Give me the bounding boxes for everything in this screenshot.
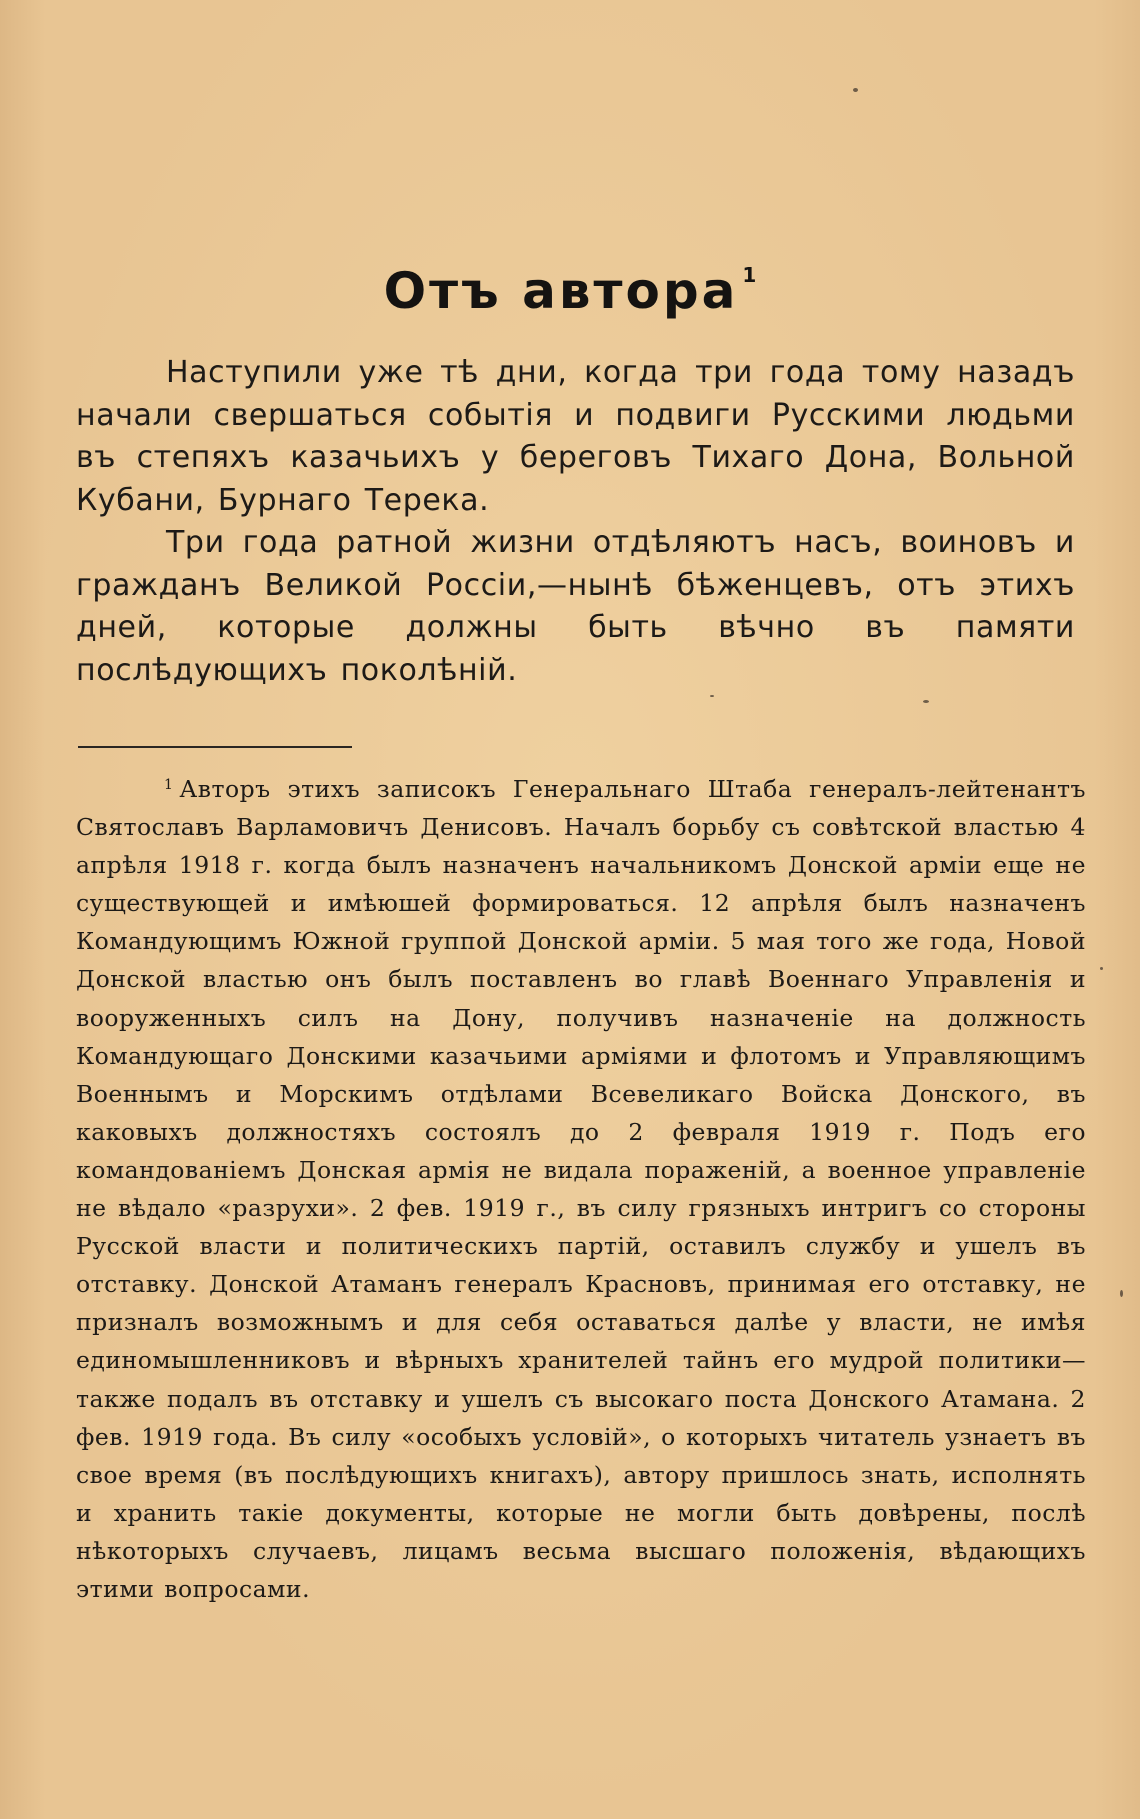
main-text bbox=[76, 352, 1075, 692]
paper-speck bbox=[853, 88, 858, 92]
footnote-marker: 1 bbox=[164, 777, 174, 793]
footnote-text: Авторъ этихъ записокъ Генеральнаго Штаба генералъ-лейтенантъ Святославъ Варламовичъ Денисовъ. Началъ борьбу съ совѣтской властью 4 апрѣля 1918 г. когда былъ назначенъ начальникомъ Донской арміи еще не существующей и имѣюшей формироваться. 12 апрѣля былъ назначенъ Командующимъ Южной группой Донской арміи. 5 мая того же года, Новой Донской властью онъ былъ поставленъ во главѣ Военнаго Управленія и вооруженныхъ силъ на Дону, получивъ назначеніе на должность Командующаго Донскими казачьими арміями и флотомъ и Управляющимъ Военнымъ и Морскимъ отдѣлами Всевеликаго Войска Донского, въ каковыхъ должностяхъ состоялъ до 2 февраля 1919 г. Подъ его командованіемъ Донская армія не видала пораженій, а военное управленіе не вѣдало «разрухи». 2 фев. 1919 г., въ силу грязныхъ интригъ со стороны Русской власти и политическихъ партій, оставилъ службу и ушелъ въ отставку. Донской Атаманъ генералъ Красновъ, принимая его отставку, не призналъ возможнымъ и для себя оставаться далѣе у власти, не имѣя единомышленниковъ и вѣрныхъ хранителей тайнъ его мудрой политики—также подалъ въ отставку и ушелъ съ высокаго поста Донского Атамана. 2 фев. 1919 года. Въ силу «особыхъ условій», о которыхъ читатель узнаетъ въ свое время (въ послѣдующихъ книгахъ), автору пришлось знать, исполнять и хранить такіе документы, которые не могли быть довѣрены, послѣ нѣкоторыхъ случаевъ, лицамъ весьма высшаго положенія, вѣдающихъ этими вопросами. bbox=[76, 775, 1086, 1603]
footnote-divider bbox=[78, 746, 352, 748]
paper-speck bbox=[1120, 1290, 1123, 1297]
title-text: Отъ автора bbox=[383, 262, 739, 320]
paragraph-2: Три года ратной жизни отдѣляютъ насъ, воиновъ и гражданъ Великой Россіи,—нынѣ бѣженцевъ, отъ этихъ дней, которые должны быть вѣчно въ памяти послѣдующихъ поколѣній. bbox=[76, 525, 1075, 688]
paper-speck bbox=[923, 700, 929, 703]
page-title bbox=[0, 262, 1140, 320]
paper-speck bbox=[710, 695, 714, 697]
paragraph-1: Наступили уже тѣ дни, когда три года тому назадъ начали свершаться событія и подвиги Русскими людьми въ степяхъ казачьихъ у береговъ Тихаго Дона, Вольной Кубани, Бурнаго Терека. bbox=[76, 355, 1075, 518]
footnote bbox=[76, 766, 1086, 1608]
footnote-paragraph bbox=[76, 766, 1086, 1608]
paper-speck bbox=[1100, 967, 1103, 970]
title-footnote-marker: 1 bbox=[742, 263, 757, 287]
